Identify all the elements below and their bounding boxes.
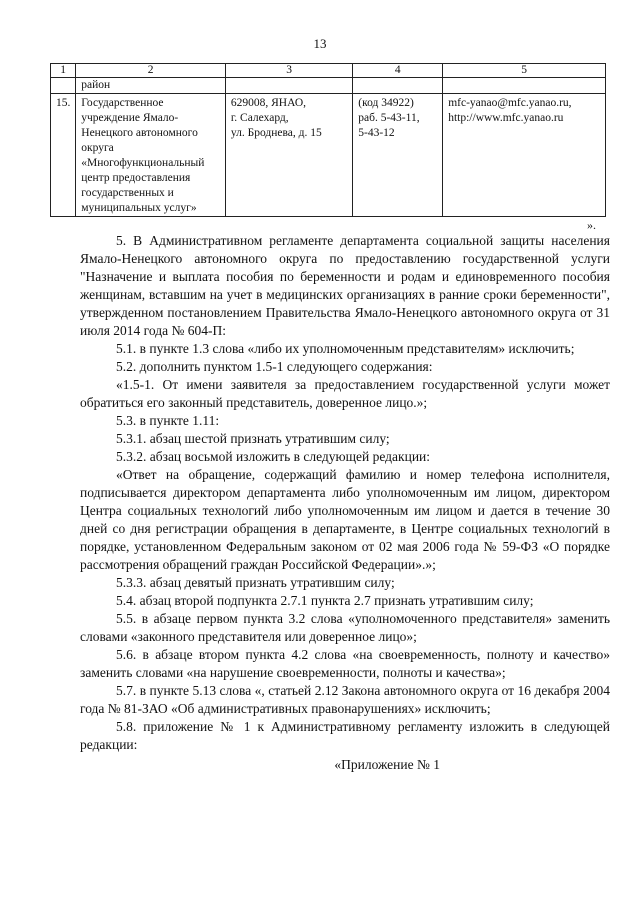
- cell-line: учреждение Ямало-: [81, 112, 179, 124]
- website-link[interactable]: http://www.mfc.yanao.ru: [448, 112, 564, 124]
- cell-line: (код 34922): [358, 97, 414, 109]
- paragraph: 5.3. в пункте 1.11:: [116, 413, 220, 428]
- cell-line: 5-43-12: [358, 127, 395, 139]
- column-header: 3: [225, 64, 352, 78]
- cell-line: раб. 5-43-11,: [358, 112, 420, 124]
- table-cell: [51, 78, 76, 94]
- paragraph: «1.5-1. От имени заявителя за предоставлением государственной услуги может обратиться его законный представитель, доверенное лицо.»;: [80, 377, 610, 410]
- cell-line: государственных и: [81, 187, 174, 199]
- institution-name-cell: [76, 94, 226, 217]
- column-header: 1: [51, 64, 76, 78]
- table-cell-district: район: [76, 78, 226, 94]
- email-link[interactable]: mfc-yanao@mfc.yanao.ru,: [448, 97, 572, 109]
- contacts-cell: [443, 94, 606, 217]
- paragraph: 5.6. в абзаце втором пункта 4.2 слова «на своевременность, полноту и качество» заменить словами «на нарушение своевременности, полноты и качества»;: [80, 647, 610, 680]
- appendix-label: «Приложение № 1: [334, 757, 440, 772]
- paragraph: 5.4. абзац второй подпункта 2.7.1 пункта 2.7 признать утратившим силу;: [116, 593, 534, 608]
- paragraph: 5.3.1. абзац шестой признать утратившим силу;: [116, 431, 390, 446]
- table-cell: [353, 78, 443, 94]
- paragraph: 5.3.3. абзац девятый признать утратившим силу;: [116, 575, 395, 590]
- column-header: 4: [353, 64, 443, 78]
- paragraph: 5. В Административном регламенте департамента социальной защиты населения Ямало-Ненецкого автономного округа по предоставлению государственной услуги "Назначение и выплата пособия по беременности и родам и единовременного пособия женщинам, вставшим на учет в медицинских организациях в ранние сроки беременности", утвержденном постановлением Правительства Ямало-Ненецкого автономного округа от 31 июля 2014 года № 604-П:: [80, 233, 610, 338]
- cell-line: «Многофункциональный: [81, 157, 205, 169]
- mfc-table: [50, 63, 606, 217]
- table-header-row: [51, 64, 606, 78]
- paragraph: 5.5. в абзаце первом пункта 3.2 слова «уполномоченного представителя» заменить словами «законного представителя или доверенное лицо»;: [80, 611, 610, 644]
- table-cell: [225, 78, 352, 94]
- table-cell: [443, 78, 606, 94]
- table-row: [51, 78, 606, 94]
- paragraph: 5.3.2. абзац восьмой изложить в следующей редакции:: [116, 449, 431, 464]
- cell-line: г. Салехард,: [230, 112, 289, 124]
- address-cell: [225, 94, 352, 217]
- closing-quote-mark: ».: [587, 218, 596, 232]
- cell-line: муниципальных услуг»: [81, 202, 197, 214]
- paragraph: «Ответ на обращение, содержащий фамилию и номер телефона исполнителя, подписывается директором департамента либо уполномоченным им лицом, директором Центра социальных технологий либо уполномоченным им лицом и дается в течение 30 дней со дня регистрации обращения в департаменте, в Центре социальных технологий в порядке, установленном Федеральным законом от 02 мая 2006 года № 59-ФЗ «О порядке рассмотрения обращений граждан Российской Федерации».»;: [80, 467, 610, 572]
- paragraph: 5.7. в пункте 5.13 слова «, статьей 2.12 Закона автономного округа от 16 декабря 2004 года № 81-ЗАО «Об административных правонарушениях» исключить;: [80, 683, 610, 716]
- document-body: [80, 232, 610, 774]
- cell-line: 629008, ЯНАО,: [230, 97, 307, 109]
- cell-line: Ненецкого автономного: [81, 127, 198, 139]
- paragraph: 5.2. дополнить пунктом 1.5-1 следующего содержания:: [116, 359, 433, 374]
- cell-line: округа: [81, 142, 114, 154]
- table-row: [51, 94, 606, 217]
- paragraph: 5.8. приложение № 1 к Административному регламенту изложить в следующей редакции:: [80, 719, 610, 752]
- cell-line: центр предоставления: [81, 172, 191, 184]
- column-header: 5: [443, 64, 606, 78]
- column-header: 2: [76, 64, 226, 78]
- cell-line: Государственное: [81, 97, 164, 109]
- cell-line: ул. Броднева, д. 15: [230, 127, 322, 139]
- page-number: 13: [313, 36, 327, 51]
- row-number: 15.: [51, 94, 76, 217]
- paragraph: 5.1. в пункте 1.3 слова «либо их уполномоченным представителям» исключить;: [116, 341, 575, 356]
- phone-cell: [353, 94, 443, 217]
